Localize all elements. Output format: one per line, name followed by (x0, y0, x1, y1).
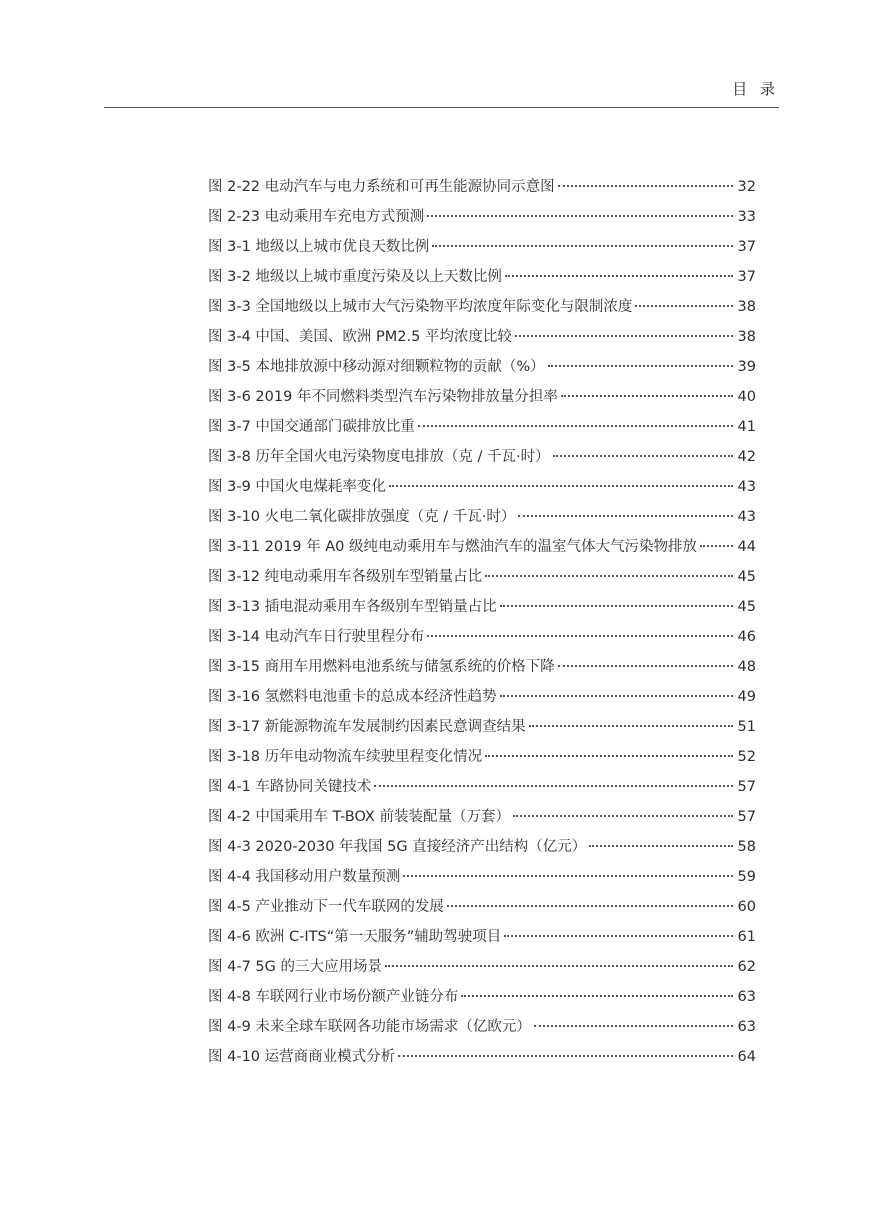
dot-leader (427, 635, 733, 637)
dot-leader (398, 1055, 733, 1057)
toc-entry[interactable] (208, 986, 756, 1016)
toc-entry[interactable] (208, 836, 756, 866)
toc-entry[interactable] (208, 686, 756, 716)
toc-entry[interactable] (208, 176, 756, 206)
dot-leader (515, 335, 733, 337)
dot-leader (504, 935, 733, 937)
dot-leader (374, 785, 733, 787)
entry-title: 图 3-3 全国地级以上城市大气污染物平均浓度年际变化与限制浓度 (208, 299, 633, 315)
page-number: 37 (737, 239, 756, 255)
toc-entry[interactable] (208, 596, 756, 626)
entry-title: 图 3-18 历年电动物流车续驶里程变化情况 (208, 749, 483, 765)
toc-entry[interactable] (208, 656, 756, 686)
toc-entry[interactable] (208, 626, 756, 656)
toc-entry[interactable] (208, 956, 756, 986)
toc-entry[interactable] (208, 206, 756, 236)
entry-title: 图 3-4 中国、美国、欧洲 PM2.5 平均浓度比较 (208, 329, 512, 345)
page-number: 49 (737, 689, 756, 705)
page-number: 58 (737, 839, 756, 855)
entry-title: 图 3-14 电动汽车日行驶里程分布 (208, 629, 425, 645)
page-number: 60 (737, 899, 756, 915)
page-number: 38 (737, 299, 756, 315)
entry-title: 图 3-8 历年全国火电污染物度电排放（克 / 千瓦·时） (208, 449, 550, 465)
page-number: 43 (737, 479, 756, 495)
page-number: 59 (737, 869, 756, 885)
dot-leader (635, 305, 733, 307)
entry-title: 图 3-12 纯电动乘用车各级别车型销量占比 (208, 569, 483, 585)
dot-leader (529, 725, 733, 727)
entry-title: 图 3-15 商用车用燃料电池系统与储氢系统的价格下降 (208, 659, 555, 675)
entry-title: 图 3-11 2019 年 A0 级纯电动乘用车与燃油汽车的温室气体大气污染物排放 (208, 539, 697, 555)
figure-list (208, 176, 756, 1076)
entry-title: 图 3-17 新能源物流车发展制约因素民意调查结果 (208, 719, 526, 735)
toc-entry[interactable] (208, 716, 756, 746)
page-number: 63 (737, 989, 756, 1005)
page-number: 41 (737, 419, 756, 435)
dot-leader (518, 515, 733, 517)
page-number: 45 (737, 569, 756, 585)
entry-title: 图 2-22 电动汽车与电力系统和可再生能源协同示意图 (208, 179, 555, 195)
page-number: 44 (737, 539, 756, 555)
toc-entry[interactable] (208, 806, 756, 836)
page-number: 42 (737, 449, 756, 465)
toc-entry[interactable] (208, 1046, 756, 1076)
dot-leader (513, 815, 733, 817)
entry-title: 图 4-1 车路协同关键技术 (208, 779, 372, 795)
toc-entry[interactable] (208, 506, 756, 536)
toc-entry[interactable] (208, 776, 756, 806)
page-number: 51 (737, 719, 756, 735)
page-number: 57 (737, 779, 756, 795)
dot-leader (427, 215, 733, 217)
dot-leader (403, 875, 733, 877)
dot-leader (447, 905, 733, 907)
page-number: 43 (737, 509, 756, 525)
page-number: 61 (737, 929, 756, 945)
toc-entry[interactable] (208, 356, 756, 386)
dot-leader (385, 965, 733, 967)
entry-title: 图 2-23 电动乘用车充电方式预测 (208, 209, 425, 225)
dot-leader (700, 545, 733, 547)
dot-leader (558, 665, 733, 667)
dot-leader (418, 425, 733, 427)
entry-title: 图 4-8 车联网行业市场份额产业链分布 (208, 989, 459, 1005)
entry-title: 图 4-9 未来全球车联网各功能市场需求（亿欧元） (208, 1019, 531, 1035)
toc-entry[interactable] (208, 416, 756, 446)
toc-entry[interactable] (208, 386, 756, 416)
dot-leader (485, 575, 733, 577)
entry-title: 图 4-2 中国乘用车 T-BOX 前装装配量（万套） (208, 809, 510, 825)
toc-entry[interactable] (208, 536, 756, 566)
entry-title: 图 3-13 插电混动乘用车各级别车型销量占比 (208, 599, 497, 615)
toc-entry[interactable] (208, 476, 756, 506)
page-number: 57 (737, 809, 756, 825)
entry-title: 图 4-4 我国移动用户数量预测 (208, 869, 401, 885)
dot-leader (485, 755, 733, 757)
toc-entry[interactable] (208, 266, 756, 296)
page-number: 46 (737, 629, 756, 645)
page-number: 33 (737, 209, 756, 225)
running-header-title: 目 录 (732, 80, 779, 98)
toc-entry[interactable] (208, 866, 756, 896)
dot-leader (548, 365, 733, 367)
toc-entry[interactable] (208, 1016, 756, 1046)
dot-leader (505, 275, 733, 277)
entry-title: 图 3-1 地级以上城市优良天数比例 (208, 239, 430, 255)
toc-entry[interactable] (208, 236, 756, 266)
dot-leader (534, 1025, 733, 1027)
entry-title: 图 3-6 2019 年不同燃料类型汽车污染物排放量分担率 (208, 389, 558, 405)
entry-title: 图 4-10 运营商商业模式分析 (208, 1049, 396, 1065)
entry-title: 图 4-7 5G 的三大应用场景 (208, 959, 382, 975)
toc-entry[interactable] (208, 566, 756, 596)
dot-leader (461, 995, 733, 997)
page-number: 39 (737, 359, 756, 375)
dot-leader (432, 245, 733, 247)
page-number: 64 (737, 1049, 756, 1065)
entry-title: 图 3-9 中国火电煤耗率变化 (208, 479, 386, 495)
toc-entry[interactable] (208, 896, 756, 926)
entry-title: 图 3-16 氢燃料电池重卡的总成本经济性趋势 (208, 689, 497, 705)
dot-leader (553, 455, 733, 457)
entry-title: 图 4-5 产业推动下一代车联网的发展 (208, 899, 444, 915)
page-number: 62 (737, 959, 756, 975)
entry-title: 图 4-3 2020-2030 年我国 5G 直接经济产出结构（亿元） (208, 839, 587, 855)
header-divider (104, 107, 779, 108)
entry-title: 图 3-7 中国交通部门碳排放比重 (208, 419, 415, 435)
entry-title: 图 4-6 欧洲 C-ITS“第一天服务”辅助驾驶项目 (208, 929, 502, 945)
entry-title: 图 3-5 本地排放源中移动源对细颗粒物的贡献（%） (208, 359, 545, 375)
toc-entry[interactable] (208, 746, 756, 776)
toc-entry[interactable] (208, 296, 756, 326)
toc-entry[interactable] (208, 926, 756, 956)
dot-leader (389, 485, 733, 487)
dot-leader (558, 185, 733, 187)
toc-entry[interactable] (208, 446, 756, 476)
page-number: 48 (737, 659, 756, 675)
page-number: 32 (737, 179, 756, 195)
page-number: 45 (737, 599, 756, 615)
page-number: 52 (737, 749, 756, 765)
dot-leader (561, 395, 733, 397)
page-number: 63 (737, 1019, 756, 1035)
entry-title: 图 3-2 地级以上城市重度污染及以上天数比例 (208, 269, 502, 285)
dot-leader (500, 695, 733, 697)
dot-leader (500, 605, 733, 607)
page-number: 37 (737, 269, 756, 285)
page-number: 40 (737, 389, 756, 405)
page-number: 38 (737, 329, 756, 345)
dot-leader (589, 845, 733, 847)
toc-entry[interactable] (208, 326, 756, 356)
entry-title: 图 3-10 火电二氧化碳排放强度（克 / 千瓦·时） (208, 509, 516, 525)
